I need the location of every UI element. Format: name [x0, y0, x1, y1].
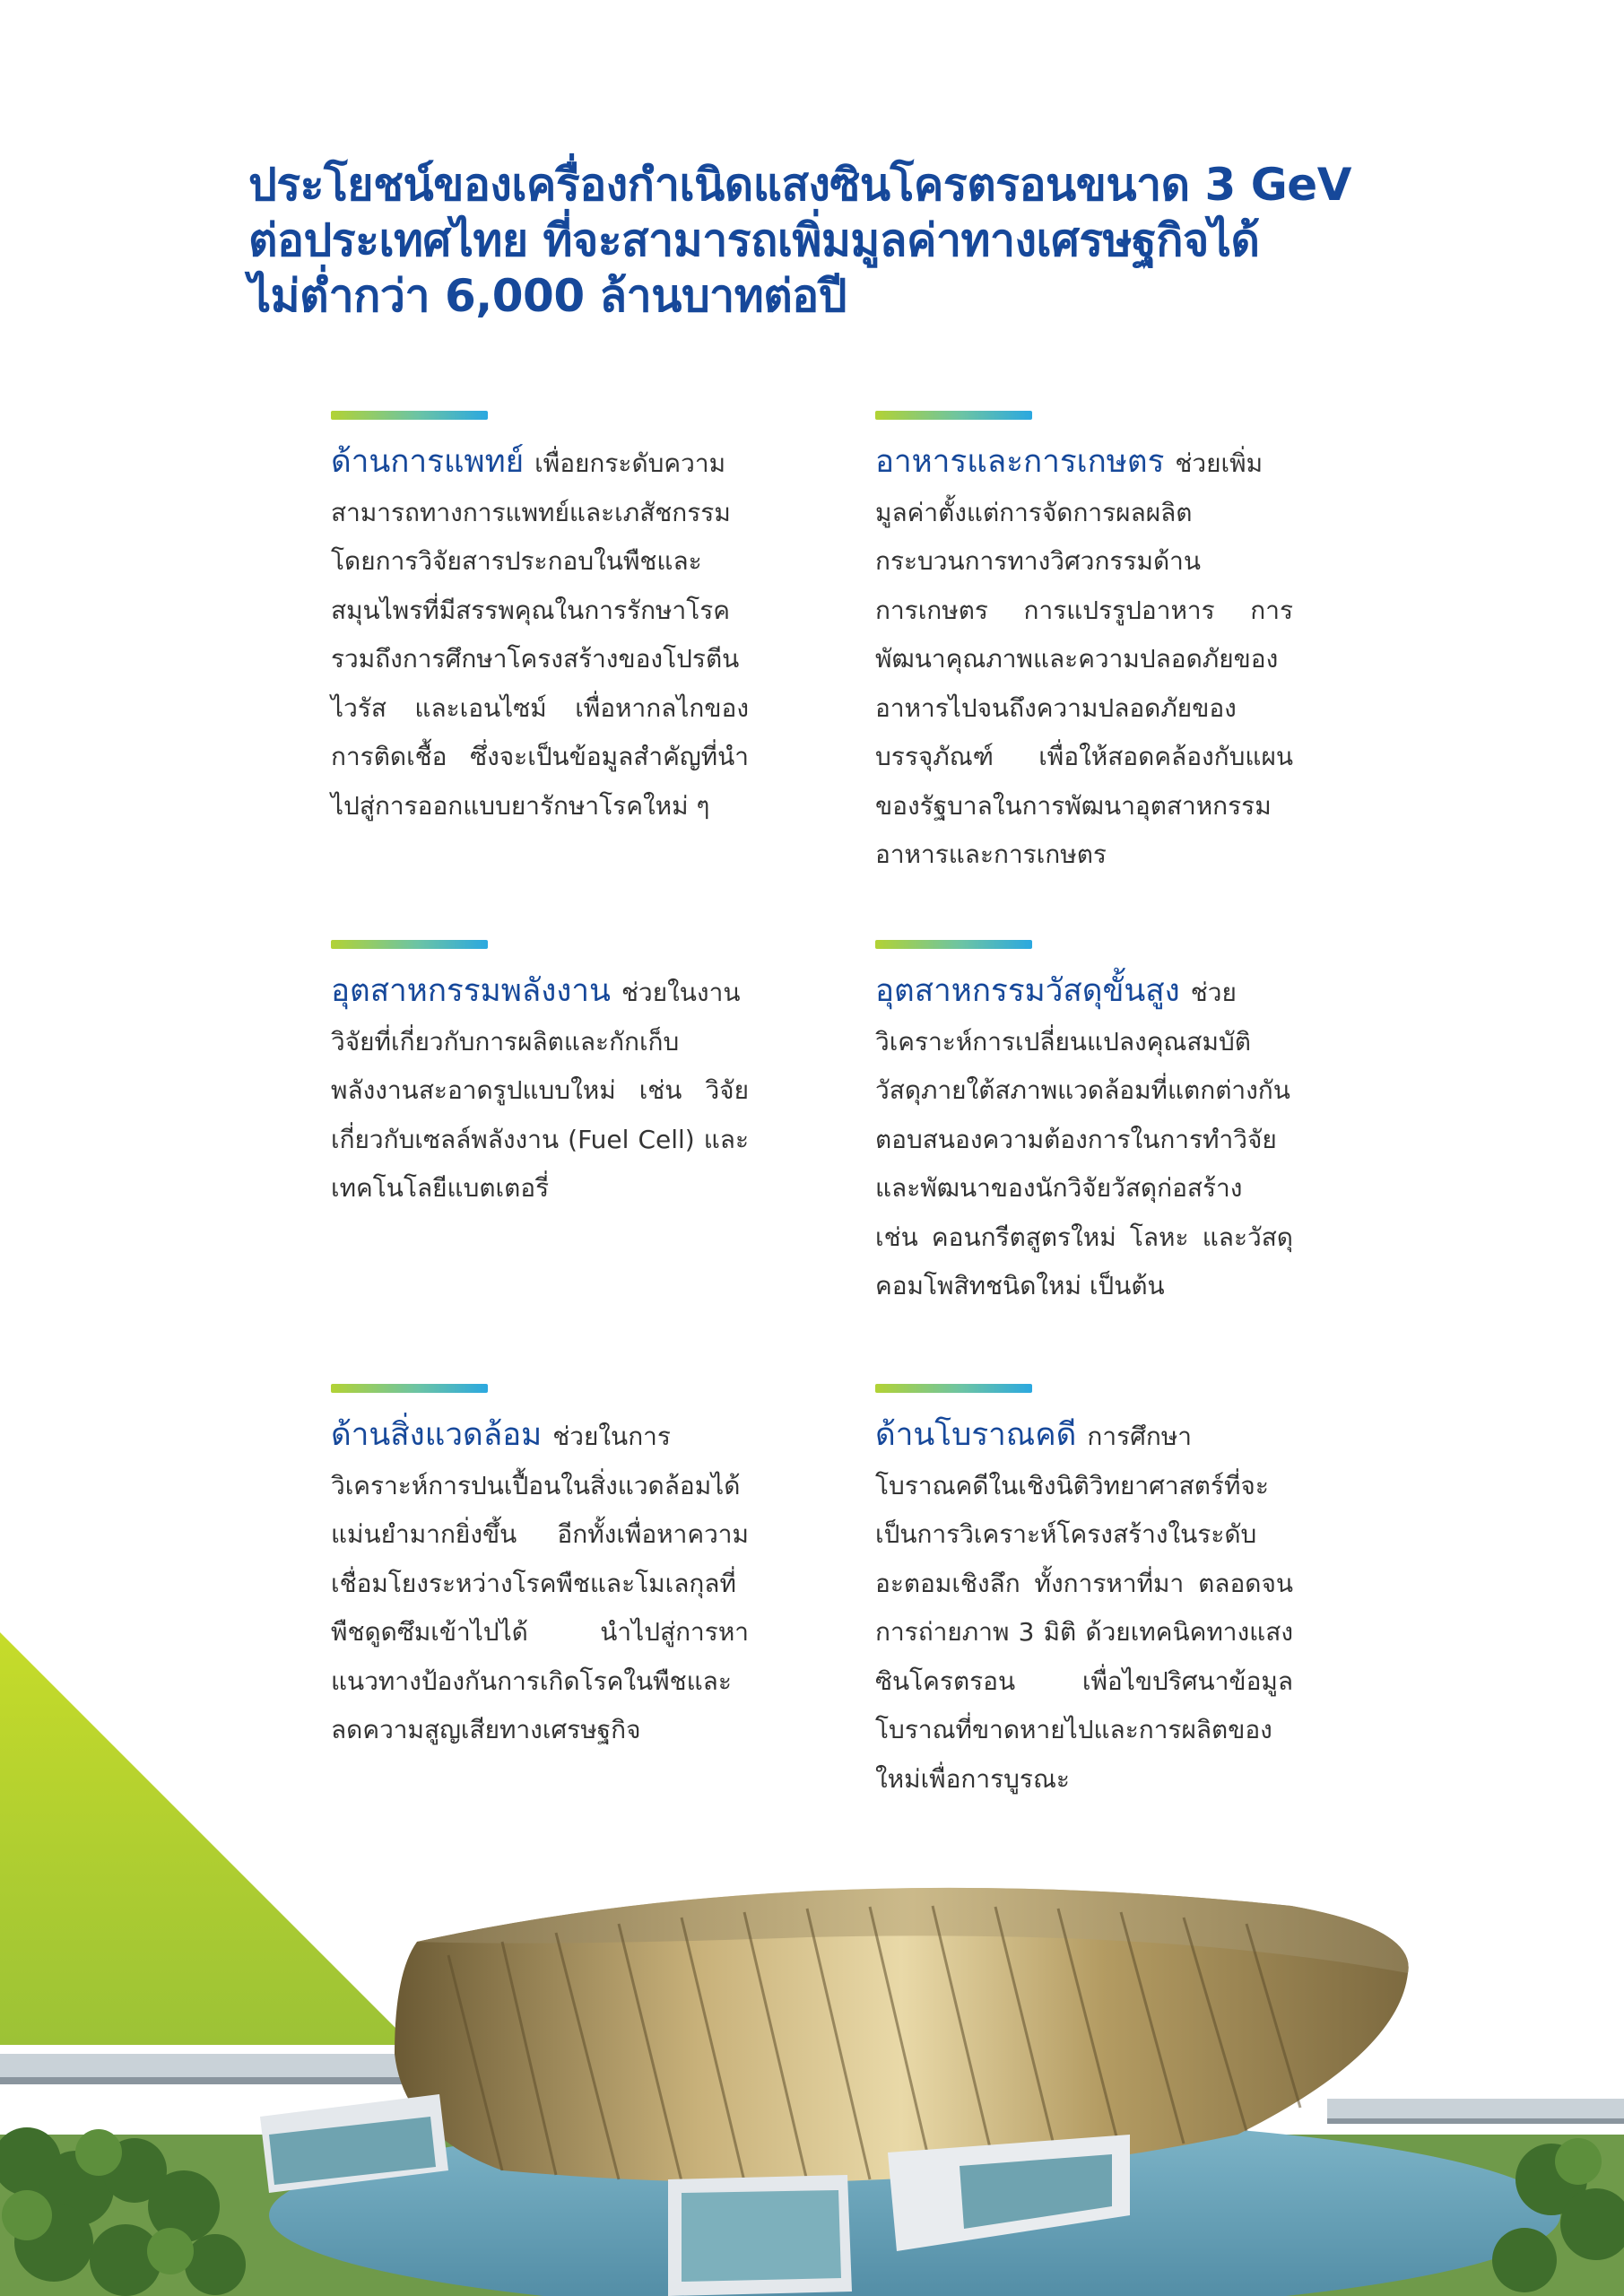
section-heading: ด้านโบราณคดี [875, 1417, 1077, 1453]
section-text [331, 967, 749, 1213]
title-line-3: ไม่ต่ำกว่า 6,000 ล้านบาทต่อปี [248, 270, 847, 322]
section-accent-bar [875, 940, 1032, 949]
section-accent-bar [331, 411, 488, 420]
section-heading: อาหารและการเกษตร [875, 444, 1165, 480]
section-heading: อุตสาหกรรมพลังงาน [331, 973, 611, 1009]
section-food-agriculture [875, 411, 1293, 880]
title-line-1: ประโยชน์ของเครื่องกำเนิดแสงซินโครตรอนขนาด 3 GeV [248, 159, 1351, 211]
section-energy [331, 940, 749, 1213]
section-accent-bar [331, 1384, 488, 1393]
section-body: ช่วยในงานวิจัยที่เกี่ยวกับการผลิตและกักเก็บพลังงานสะอาดรูปแบบใหม่ เช่น วิจัยเกี่ยวกับเซลล์พลังงาน (Fuel Cell) และเทคโนโลยีแบตเตอรี่ [331, 978, 749, 1203]
section-medical [331, 411, 749, 831]
section-heading: อุตสาหกรรมวัสดุขั้นสูง [875, 973, 1180, 1009]
section-advanced-materials [875, 940, 1293, 1311]
section-heading: ด้านการแพทย์ [331, 444, 525, 480]
synchrotron-building-illustration [0, 1632, 1624, 2296]
title-line-2: ต่อประเทศไทย ที่จะสามารถเพิ่มมูลค่าทางเศรษฐกิจได้ [248, 214, 1260, 266]
section-accent-bar [875, 411, 1032, 420]
section-text [875, 438, 1293, 880]
section-accent-bar [331, 940, 488, 949]
section-heading: ด้านสิ่งแวดล้อม [331, 1417, 543, 1453]
section-accent-bar [875, 1384, 1032, 1393]
section-body: เพื่อยกระดับความสามารถทางการแพทย์และเภสัชกรรม โดยการวิจัยสารประกอบในพืชและสมุนไพรที่มีสรรพคุณในการรักษาโรค รวมถึงการศึกษาโครงสร้างของโปรตีน ไวรัส และเอนไซม์ เพื่อหากลไกของการติดเชื้อ ซึ่งจะเป็นข้อมูลสำคัญที่นำไปสู่การออกแบบยารักษาโรคใหม่ ๆ [331, 448, 749, 821]
page-title [248, 157, 1441, 324]
section-body: ช่วยในการวิเคราะห์การปนเปื้อนในสิ่งแวดล้อมได้แม่นยำมากยิ่งขึ้น อีกทั้งเพื่อหาความเชื่อมโยงระหว่างโรคพืชและโมเลกุลที่พืชดูดซึมเข้าไปได้ นำไปสู่การหาแนวทางป้องกันการเกิดโรคในพืชและลดความสูญเสียทางเศรษฐกิจ [331, 1422, 749, 1744]
section-body: ช่วยวิเคราะห์การเปลี่ยนแปลงคุณสมบัติวัสดุภายใต้สภาพแวดล้อมที่แตกต่างกัน ตอบสนองความต้องการในการทำวิจัยและพัฒนาของนักวิจัยวัสดุก่อสร้าง เช่น คอนกรีตสูตรใหม่ โลหะ และวัสดุคอมโพสิทชนิดใหม่ เป็นต้น [875, 978, 1293, 1300]
section-body: ช่วยเพิ่มมูลค่าตั้งแต่การจัดการผลผลิต กระบวนการทางวิศวกรรมด้านการเกษตร การแปรรูปอาหาร การพัฒนาคุณภาพและความปลอดภัยของอาหารไปจนถึงความปลอดภัยของบรรจุภัณฑ์ เพื่อให้สอดคล้องกับแผนของรัฐบาลในการพัฒนาอุตสาหกรรมอาหารและการเกษตร [875, 448, 1293, 869]
section-text [875, 967, 1293, 1311]
section-body: การศึกษาโบราณคดีในเชิงนิติวิทยาศาสตร์ที่จะเป็นการวิเคราะห์โครงสร้างในระดับอะตอมเชิงลึก ทั้งการหาที่มา ตลอดจนการถ่ายภาพ 3 มิติ ด้วยเทคนิคทางแสงซินโครตรอน เพื่อไขปริศนาข้อมูลโบราณที่ขาดหายไปและการผลิตของใหม่เพื่อการบูรณะ [875, 1422, 1293, 1794]
section-text [331, 438, 749, 831]
